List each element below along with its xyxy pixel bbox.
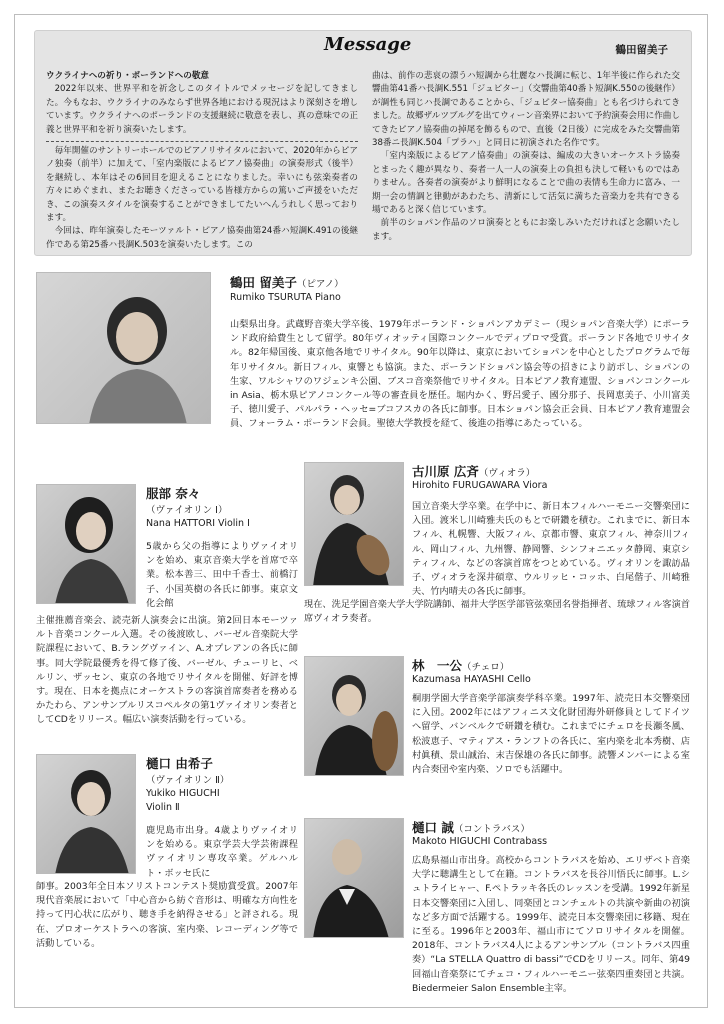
message-paragraph: 「室内楽版によるピアノ協奏曲」の演奏は、編成の大きいオーケストラ協奏とまったく趣が異なり、奏者一人一人の演奏上の負担も決して軽いものではありません。各奏者の演奏がより鮮明になることで曲の表情も生命力に富み、一期一会の情調と律動があわたち、清新にして活気に満ちた音楽力を共有できる場であると深く信じています。 xyxy=(372,151,680,216)
performer-bio-higuchi-yukiko-bottom: 師事。2003年全日本ソリストコンテスト奨励賞受賞。2007年現代音楽展において「中心音から紡ぐ音形は、明確な方向性を持って円心状に広がり、聴き手を納得させる」と評される。現在、プロオーケストラへの客演、室内楽、レコーディング等で活動している。 xyxy=(36,881,298,949)
performer-bio-furugawara: 国立音楽大学卒業。在学中に、新日本フィルハーモニー交響楽団に入団。渡米し川崎雅夫氏のもとで研鑽を積む。これまでに、新日本フィル、札幌響、大阪フィル、京都市響、東京フィル、神奈川フィル、岡山フィル、九州響、静岡響、シンフォニエッタ静岡、東京シティフィル、などの客演首席をつとめている。ヴィオリンを諏訪晶子、ヴィオラを深井碩章、ウルリッヒ・コッホ、白尾偕子、川崎雅夫、竹内晴夫の各氏に師事。 xyxy=(412,501,690,598)
performer-name-hayashi: 林 一公（チェロ） xyxy=(412,658,510,673)
message-column-right xyxy=(372,70,680,244)
performer-subtitle-higuchi-yukiko: （ヴァイオリン Ⅱ） xyxy=(146,775,230,786)
performer-name-higuchi-yukiko: 樋口 由希子 xyxy=(146,756,213,771)
dashed-divider xyxy=(46,141,358,142)
portrait-figure-icon xyxy=(305,463,404,586)
portrait-figure-icon xyxy=(37,273,211,424)
performer-bio-higuchi-makoto: 広島県福山市出身。高校からコントラバスを始め、エリザベト音楽大学に聴講生として在籍。コントラバスを長谷川悟氏に師事。L.シュトライヒャー、F.ペトラッキ各氏のレッスンを受講。1992年新星日本交響楽団に入団し、同楽団とコンチェルトの共演や新曲の初演など多方面で活躍する。1999年、読売日本交響楽団に移籍、現在に至る。1996年と2003年、福山市にてソロリサイタルを開催。2018年、コントラバス4人によるアンサンブル（コントラバス四重奏）“La STELLA Quattro di bassi”でCDをリリース。同年、第49回福山音楽祭にてチェコ・フィルハーモニー弦楽四重奏団と共演。Biedermeier Salon Ensemble主宰。 xyxy=(412,855,690,994)
portrait-photo-furugawara xyxy=(304,462,404,586)
performer-name-en-hayashi: Kazumasa HAYASHI Cello xyxy=(412,674,531,685)
portrait-photo-hattori xyxy=(36,484,136,604)
performer-bio-tsuruta: 山梨県出身。武蔵野音楽大学卒後、1979年ポーランド・ショパンアカデミー（現ショパン音楽大学）にポーランド政府給費生として留学。80年ヴィオッティ国際コンクールでディプロマ受賞。ポーランド各地でリサイタル。82年帰国後、東京他各地でリサイタル。90年以降は、東京においてショパンを中心としたプログラムで毎年リサイタル。新日フィル、東響とも協演。また、ポーランドショパン協会等の招きにより訪ポし、ショパンの生家、ワルシャワのワジェンキ公園、ブスコ音楽祭他でリサイタル。日本ピアノ教育連盟、ショパンコンクールin Asia、栃木県ピアノコンクール等の審査員を歴任。堀内かく、野呂愛子、國分那子、長岡恵美子、小川富美子、徳川愛子、パルパラ・ヘッセ=ブコフスカの各氏に師事。日本ショパン協会正会員、日本ピアノ教育連盟会員、フォーラム・ポーランド会員。聖徳大学教授を経て、後進の指導にあたっている。 xyxy=(230,319,690,430)
performer-name-en-furugawara: Hirohito FURUGAWARA Viora xyxy=(412,480,548,491)
portrait-figure-icon xyxy=(305,819,404,938)
performer-bio-hattori-bottom: 主催推薦音楽会、読売新人演奏会に出演。第2回日本モーツァルト音楽コンクール入選。その後渡欧し、バーゼル音楽院大学院課程において、B.ラングヴァイン、A.オプレアンの各氏に師事。同大学院最優秀を得て修了後、バーゼル、チューリヒ、ベルリン、ザッセン、東京の各地でリサイタルを開催、好評を博す。現在、日本を拠点にオーケストラの客演首席奏者を務めるかたわら、アンサンブルリスコペルタの第1ヴァイオリン奏者としてCDをリリース。幅広い演奏活動を行っている。 xyxy=(36,615,298,726)
performer-name-furugawara: 古川原 広斉（ヴィオラ） xyxy=(412,464,536,479)
message-paragraph: 曲は、前作の悲哀の漂うハ短調から壮麗なハ長調に転じ、1年半後に作られた交響曲第41番ハ長調K.551「ジュピター」（交響曲第40番ト短調K.550の後継作）が調性も同じハ長調であることから、「ジュピター協奏曲」とも名づけられてきました。故郷ザルツブルグを出てウィーン音楽界において予約演奏会用に作曲してきたピアノ協奏曲の掉尾を飾るもので、直後（2日後）に完成をみた交響曲第38番ニ長調K.504「プラハ」と同日に初演された名作です。 xyxy=(372,71,680,149)
performer-name-en-higuchi-yukiko: Yukiko HIGUCHI xyxy=(146,788,220,799)
performer-bio-higuchi-yukiko-top: 鹿児島市出身。4歳よりヴァイオリンを始める。東京学芸大学芸術課程ヴァイオリン専攻卒業。ゲルハルト・ボッセ氏に xyxy=(146,825,298,879)
message-paragraph: 前半のショパン作品のソロ演奏とともにお楽しみいただければと念願いたします。 xyxy=(372,218,680,242)
performer-name-higuchi-makoto: 樋口 誠（コントラバス） xyxy=(412,820,530,835)
portrait-figure-icon xyxy=(37,755,136,874)
message-heading: ウクライナへの祈り・ポーランドへの敬意 xyxy=(46,71,210,81)
performer-name-hattori: 服部 奈々 xyxy=(146,486,201,501)
performer-instrument-higuchi-yukiko: Violin Ⅱ xyxy=(146,802,180,813)
portrait-photo-hayashi xyxy=(304,656,404,776)
portrait-photo-higuchi-makoto xyxy=(304,818,404,938)
message-title: Message xyxy=(324,34,412,55)
performer-bio-furugawara-bottom: 現在、洗足学園音楽大学大学院講師、福井大学医学部管弦楽団名誉指揮者、琉球フィル客演首席ヴィオラ奏者。 xyxy=(304,599,690,625)
portrait-photo-higuchi-yukiko xyxy=(36,754,136,874)
message-author: 鶴田留美子 xyxy=(615,44,668,56)
message-paragraph: 今回は、昨年演奏したモーツァルト・ピアノ協奏曲第24番ハ短調K.491の後継作である第25番ハ長調K.503を演奏いたします。この xyxy=(46,226,358,250)
performer-bio-hayashi: 桐朋学園大学音楽学部演奏学科卒業。1997年、読売日本交響楽団に入団。2002年にはアフィニス文化財団海外研修員としてドイツへ留学、バンベルクで研鑽を積む。これまでにチェロを長瀬冬風、松波恵子、マティアス・ランフトの各氏に、室内楽を北本秀樹、店村眞積、景山誠治、末吉保雄の各氏に師事。読響メンバーによる室内合奏団や室内楽、ソロでも活躍中。 xyxy=(412,693,690,776)
performer-name-en-higuchi-makoto: Makoto HIGUCHI Contrabass xyxy=(412,836,548,847)
performer-subtitle-hattori: （ヴァイオリン Ⅰ） xyxy=(146,505,228,516)
message-column-left xyxy=(46,70,358,252)
performer-name-en-tsuruta: Rumiko TSURUTA Piano xyxy=(230,292,341,303)
message-paragraph: 毎年開催のサントリーホールでのピアノリサイタルにおいて、2020年からピアノ独奏（前半）に加えて、「室内楽版によるピアノ協奏曲」の演奏形式（後半）を継続し、本年はその6回目を迎えることになりました。幸いにも弦楽奏者の方々にめぐまれ、またお聴きくださっている皆様方からの篤いご声援をいただき、この演奏スタイルを演奏することができましてたいへんうれしく思っております。 xyxy=(46,146,358,224)
performer-bio-hattori-top: 5歳から父の指導によりヴァイオリンを始め、東京音楽大学を首席で卒業。松本善三、田中千香士、前橋汀子、小国英樹の各氏に師事。東京文化会館 xyxy=(146,541,298,609)
performer-name-tsuruta: 鶴田 留美子（ピアノ） xyxy=(230,275,344,290)
performer-name-en-hattori: Nana HATTORI Violin Ⅰ xyxy=(146,518,250,529)
message-paragraph: 2022年以来、世界平和を祈念しこのタイトルでメッセージを記してきました。今もなお、ウクライナのみならず世界各地における現況はより深刻さを増しています。ウクライナへのポーランドの支援継続に敬意を表し、真の意味での正義と世界平和を祈り演奏いたします。 xyxy=(46,84,358,135)
portrait-photo-tsuruta xyxy=(36,272,211,424)
portrait-figure-icon xyxy=(37,485,136,604)
portrait-figure-icon xyxy=(305,657,404,776)
